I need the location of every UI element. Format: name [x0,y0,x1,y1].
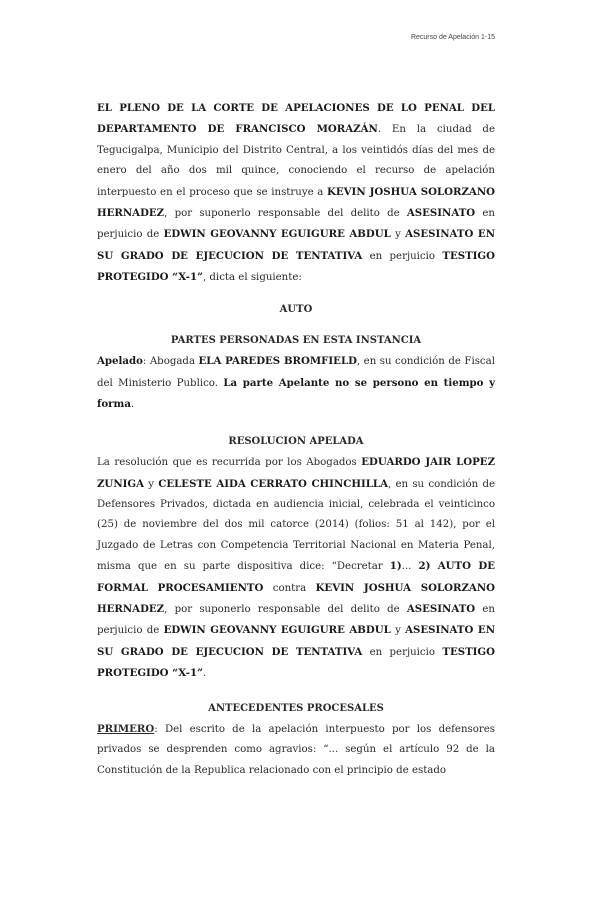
crime-attempt: ASESINATO EN SU GRADO DE EJECUCION DE TENTATIVA [97,228,496,262]
page-header-reference: Recurso de Apelación 1-15 [410,34,495,41]
primero-label: PRIMERO [97,722,155,735]
lawyer-2-name: CELESTE AIDA CERRATO CHINCHILLA [158,477,388,490]
partes-heading: PARTES PERSONADAS EN ESTA INSTANCIA [170,335,422,347]
court-name: EL PLENO DE LA CORTE DE APELACIONES DE LO PENAL DEL DEPARTAMENTO DE FRANCISCO MORAZÁN [97,102,495,136]
auto-heading: AUTO [279,303,313,315]
antecedentes-heading: ANTECEDENTES PROCESALES [208,702,384,714]
resolucion-heading: RESOLUCION APELADA [228,435,364,447]
protected-witness: TESTIGO PROTEGIDO “X-1” [97,249,495,284]
antecedentes-paragraph: PRIMERO: Del escrito de la apelación interpuesto por los defensores privados se desprenden como agravios: “... según el artículo 92 de la Constitución de la Republica relacionado con el principio de estado [97,722,495,776]
prosecutor-name: ELA PAREDES BROMFIELD [198,355,357,368]
resolucion-paragraph: La resolución que es recurrida por los Abogados EDUARDO JAIR LOPEZ ZUNIGA y CELESTE AIDA CERRATO CHINCHILLA, en su condición de Defensores Privados, dictada en audiencia inicial, celebrada el veinticinco (25) de noviembre del dos mil catorce (2014) (folios: 51 al 142), por el Juzgado de Letras con Competencia Territorial Nacional en Materia Penal, misma que en su parte dispositiva dice: “Decretar 1)... 2) AUTO DE FORMAL PROCESAMIENTO contra KEVIN JOSHUA SOLORZANO HERNADEZ, por suponerlo responsable del delito de ASESINATO en perjuicio de EDWIN GEOVANNY EGUIGURE ABDUL y ASESINATO EN SU GRADO DE EJECUCION DE TENTATIVA en perjuicio TESTIGO PROTEGIDO “X-1”. [97,456,496,680]
defendant-name: KEVIN JOSHUA SOLORZANO HERNADEZ [97,185,495,220]
document-body [97,98,495,781]
lawyer-1-name: EDUARDO JAIR LOPEZ ZUNIGA [97,456,496,490]
victim-name: EDWIN GEOVANNY EGUIGURE ABDUL [163,228,391,241]
partes-paragraph: Apelado: Abogada ELA PAREDES BROMFIELD, en su condición de Fiscal del Ministerio Publico. La parte Apelante no se persono en tiempo y forma. [97,355,495,411]
intro-paragraph: EL PLENO DE LA CORTE DE APELACIONES DE LO PENAL DEL DEPARTAMENTO DE FRANCISCO MORAZÁN. En la ciudad de Tegucigalpa, Municipio del Distrito Central, a los veintidós días del mes de enero del año dos mil quince, conociendo el recurso de apelación interpuesto en el proceso que se instruye a KEVIN JOSHUA SOLORZANO HERNADEZ, por suponerlo responsable del delito de ASESINATO en perjuicio de EDWIN GEOVANNY EGUIGURE ABDUL y ASESINATO EN SU GRADO DE EJECUCION DE TENTATIVA en perjuicio TESTIGO PROTEGIDO “X-1”, dicta el siguiente: [97,102,496,284]
crime-name: ASESINATO [406,207,476,220]
